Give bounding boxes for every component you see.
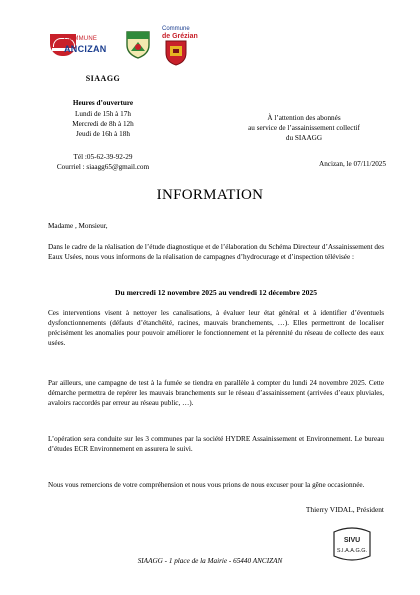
signature: Thierry VIDAL, Président: [305, 505, 384, 514]
grezian-logo-line2: de Grézian: [162, 33, 198, 40]
recipient-line: À l’attention des abonnés: [267, 114, 341, 122]
footer-address: SIAAGG - 1 place de la Mairie - 65440 ANCIZAN: [137, 557, 283, 565]
hours-line: Lundi de 15h à 17h: [75, 110, 131, 118]
page-title: INFORMATION: [156, 187, 264, 203]
contact-block: [48, 152, 158, 172]
stamp-line: S.I.A.A.G.G.: [336, 548, 368, 554]
ancizan-logo-name: ANCIZAN: [64, 44, 107, 54]
campaign-dates: Du mercredi 12 novembre 2025 au vendredi 12 décembre 2025: [115, 288, 317, 297]
hours-title: Heures d’ouverture: [72, 99, 134, 107]
paragraph-intro: Dans le cadre de la réalisation de l’étude diagnostique et de l’élaboration du Schéma Directeur d’Assainissement des Eaux Usées, nous vous informons de la réalisation de campagnes d’hydrocurage et d’inspection télévisée :: [48, 243, 384, 261]
recipient-line: du SIAAGG: [285, 134, 323, 142]
date-line: Ancizan, le 07/11/2025: [319, 160, 386, 168]
paragraph-smoke-test: Par ailleurs, une campagne de test à la fumée se tiendra en parallèle à compter du lundi 24 novembre 2025. Cette démarche permettra de repérer les mauvais branchements sur le réseau d’assainissement (arrivées d’eaux pluviales, avaloirs raccordés par erreur au réseau public, …).: [48, 379, 384, 407]
hours-line: Mercredi de 8h à 12h: [72, 120, 134, 128]
hours-line: Jeudi de 16h à 18h: [76, 130, 130, 138]
stamp-line: SIVU: [343, 537, 361, 544]
green-shield-logo: [126, 31, 150, 59]
salutation: Madame , Monsieur,: [48, 222, 108, 230]
email: Courriel : siaagg65@gmail.com: [56, 163, 150, 171]
recipient-block: [224, 113, 384, 143]
phone: Tél :05-62-39-92-29: [73, 153, 133, 161]
grezian-shield-logo: [165, 40, 187, 66]
grezian-logo-line1: Commune: [162, 26, 190, 32]
ancizan-logo-small-text: COMMUNE: [64, 36, 98, 42]
paragraph-interventions: Ces interventions visent à nettoyer les canalisations, à évaluer leur état général et à identifier d’éventuels dysfonctionnements (défauts d’étanchéité, racines, mauvais branchements, …). Elles permettront de localiser précisément les anomalies pour pouvoir améliorer le fonctionnement et la pérennité du réseau de collecte des eaux usées.: [48, 309, 384, 347]
paragraph-operator: L’opération sera conduite sur les 3 communes par la société HYDRE Assainissement et Environnement. Le bureau d’études ECR Environnement en assurera le suivi.: [48, 435, 384, 453]
opening-hours: [48, 109, 158, 139]
recipient-line: au service de l’assainissement collectif: [248, 124, 360, 132]
paragraph-thanks: Nous vous remercions de votre compréhension et nous vous prions de nous excuser pour la gêne occasionnée.: [48, 481, 365, 489]
org-name: SIAAGG: [85, 74, 121, 83]
